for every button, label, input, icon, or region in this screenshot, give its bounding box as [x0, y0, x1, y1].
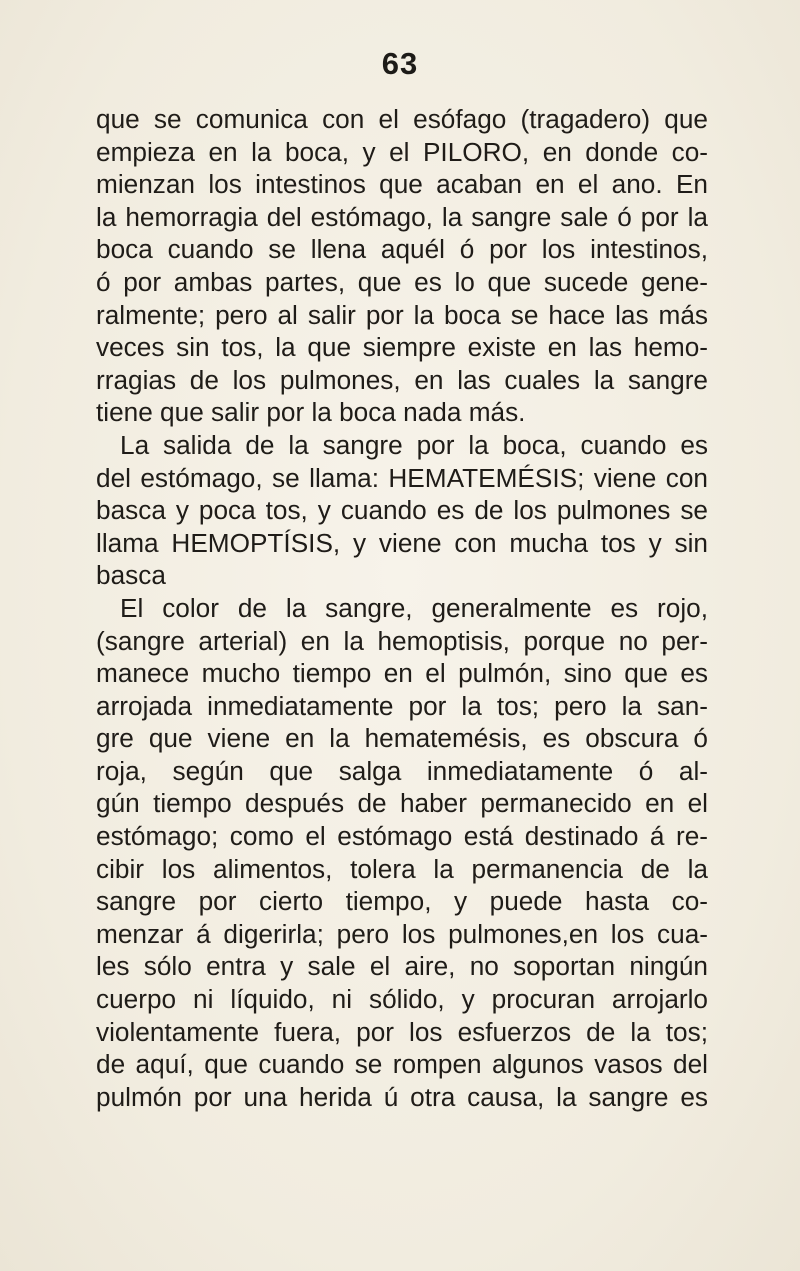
- text-line: sangre por cierto tiempo, y puede hasta co-: [96, 886, 708, 917]
- text-line: mienzan los intestinos que acaban en el ano. En: [96, 169, 708, 200]
- page-number: 63: [381, 46, 419, 81]
- text-line: llama HEMOPTÍSIS, y viene con mucha tos y sin: [96, 527, 708, 558]
- text-line: les sólo entra y sale el aire, no soportan ningún: [96, 951, 708, 982]
- text-line: pulmón por una herida ú otra causa, la sangre es: [96, 1081, 708, 1112]
- text-line: la hemorragia del estómago, la sangre sale ó por la: [96, 201, 708, 232]
- text-line: gre que viene en la hematemésis, es obscura ó: [96, 723, 708, 754]
- text-line: tiene que salir por la boca nada más.: [96, 397, 526, 428]
- text-line: boca cuando se llena aquél ó por los intestinos,: [96, 234, 708, 265]
- text-line: La salida de la sangre por la boca, cuando es: [120, 429, 708, 460]
- text-line: estómago; como el estómago está destinado á re-: [96, 821, 708, 852]
- text-line: manece mucho tiempo en el pulmón, sino que es: [96, 658, 708, 689]
- text-line: rragias de los pulmones, en las cuales la sangre: [96, 364, 708, 395]
- text-line: basca y poca tos, y cuando es de los pulmones se: [96, 495, 708, 526]
- text-line: gún tiempo después de haber permanecido en el: [96, 788, 708, 819]
- text-line: del estómago, se llama: HEMATEMÉSIS; viene con: [96, 462, 708, 493]
- text-line: que se comunica con el esófago (tragadero) que: [96, 104, 708, 134]
- text-line: cuerpo ni líquido, ni sólido, y procuran arrojarlo: [96, 984, 708, 1015]
- text-line: (sangre arterial) en la hemoptisis, porque no per-: [96, 625, 708, 656]
- text-line: de aquí, que cuando se rompen algunos vasos del: [96, 1049, 708, 1080]
- text-line: veces sin tos, la que siempre existe en las hemo-: [96, 332, 708, 363]
- text-line: ralmente; pero al salir por la boca se hace las más: [96, 299, 708, 330]
- text-line: violentamente fuera, por los esfuerzos de la tos;: [96, 1016, 708, 1047]
- text-line: arrojada inmediatamente por la tos; pero la san-: [96, 690, 708, 721]
- text-line: ó por ambas partes, que es lo que sucede gene-: [96, 266, 708, 297]
- text-line: basca: [96, 560, 166, 591]
- text-line: menzar á digerirla; pero los pulmones,en los cua-: [96, 918, 708, 949]
- text-line: empieza en la boca, y el PILORO, en donde co-: [96, 136, 708, 167]
- text-line: roja, según que salga inmediatamente ó al-: [96, 755, 708, 786]
- text-line: cibir los alimentos, tolera la permanencia de la: [96, 853, 708, 884]
- body-text: [96, 103, 708, 1113]
- text-line: El color de la sangre, generalmente es rojo,: [120, 592, 708, 623]
